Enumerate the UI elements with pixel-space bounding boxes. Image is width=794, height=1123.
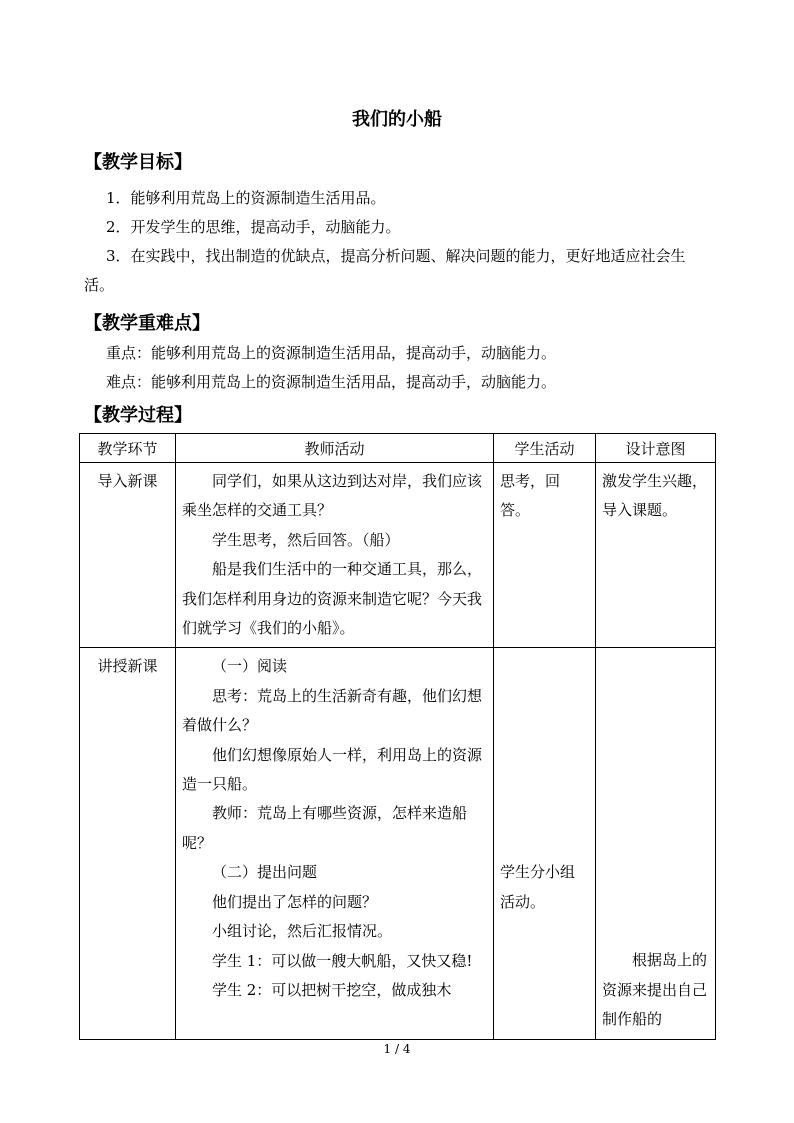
header-design-intent: 设计意图 (596, 434, 716, 463)
goals-heading: 【教学目标】 (84, 152, 192, 173)
goal-item-2: 2．开发学生的思维，提高动手，动脑能力。 (106, 218, 401, 236)
teacher-paragraph: 同学们，如果从这边到达对岸，我们应该乘坐怎样的交通工具？ (182, 472, 483, 520)
teacher-paragraph: （一）阅读 (212, 657, 288, 676)
teacher-paragraph: （二）提出问题 (212, 863, 318, 882)
teacher-paragraph: 他们提出了怎样的问题？ (212, 892, 378, 911)
stage-label: 导入新课 (97, 472, 158, 490)
student-activity-text: 思考，回答。 (500, 472, 561, 520)
header-student-activity: 学生活动 (494, 434, 596, 463)
keypoint-difficulty: 难点：能够利用荒岛上的资源制造生活用品，提高动手，动脑能力。 (106, 373, 557, 391)
stage-cell (80, 648, 176, 1039)
goal-item-1: 1．能够利用荒岛上的资源制造生活用品。 (106, 189, 386, 207)
teaching-process-table (79, 433, 716, 1040)
design-intent-cell (596, 463, 716, 648)
header-stage: 教学环节 (80, 434, 176, 463)
process-heading: 【教学过程】 (84, 405, 192, 426)
stage-label: 讲授新课 (97, 657, 158, 676)
design-intent-cell (596, 648, 716, 1039)
teacher-activity-cell (176, 648, 494, 1039)
student-activity-text: 学生分小组活动。 (500, 863, 576, 911)
teacher-activity-cell (176, 463, 494, 648)
student-activity-cell (494, 463, 596, 648)
teacher-paragraph: 船是我们生活中的一种交通工具，那么，我们怎样利用身边的资源来制造它呢？今天我们就学习《我们的小船》。 (182, 560, 483, 638)
teacher-paragraph: 小组讨论，然后汇报情况。 (212, 922, 393, 941)
teacher-paragraph: 学生 2：可以把树干挖空，做成独木 (212, 980, 452, 999)
header-teacher-activity: 教师活动 (176, 434, 494, 463)
design-intent-text: 根据岛上的资源来提出自己制作船的 (602, 951, 708, 1029)
keypoint-focus: 重点：能够利用荒岛上的资源制造生活用品，提高动手，动脑能力。 (106, 344, 557, 362)
student-activity-cell (494, 648, 596, 1039)
teacher-paragraph: 他们幻想像原始人一样，利用岛上的资源造一只船。 (182, 745, 483, 794)
teacher-paragraph: 思考：荒岛上的生活新奇有趣，他们幻想着做什么？ (182, 686, 483, 735)
teacher-paragraph: 学生思考，然后回答。（船） (212, 530, 400, 549)
stage-cell (80, 463, 176, 648)
table-header-row (80, 434, 716, 463)
design-intent-text: 激发学生兴趣，导入课题。 (602, 472, 708, 520)
goal-item-3: 3．在实践中，找出制造的优缺点，提高分析问题、解决问题的能力，更好地适应社会生活。 (84, 247, 686, 294)
keypoints-heading: 【教学重难点】 (84, 313, 210, 334)
page-number: 1 / 4 (383, 1042, 411, 1056)
document-title: 我们的小船 (352, 109, 442, 130)
teacher-paragraph: 教师：荒岛上有哪些资源，怎样来造船呢？ (182, 804, 468, 852)
table-row (80, 463, 716, 648)
teacher-paragraph: 学生 1：可以做一艘大帆船，又快又稳! (212, 951, 473, 970)
table-row (80, 648, 716, 1039)
